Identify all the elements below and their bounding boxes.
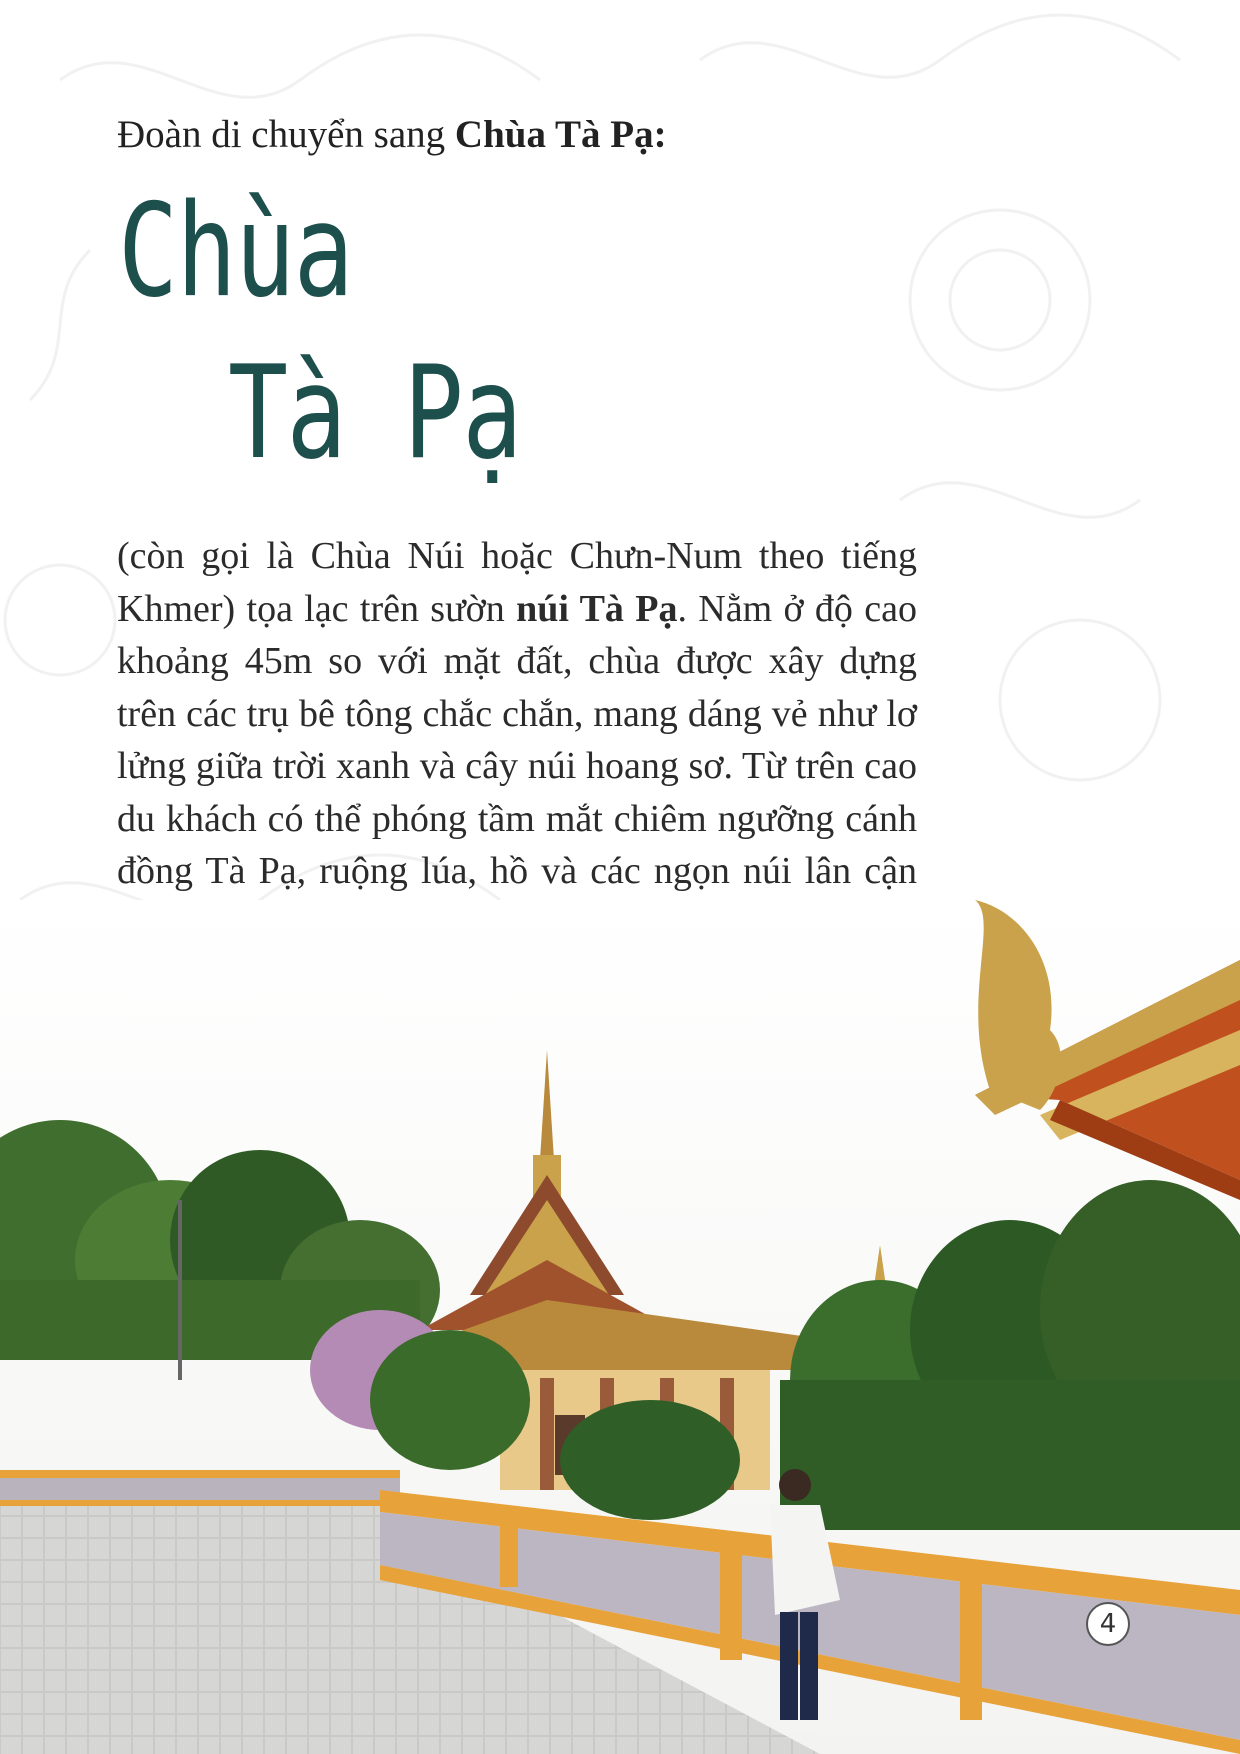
body-part-2: . Nằm ở độ cao khoảng 45m so với mặt đất, chùa được xây dựng trên các trụ bê tông chắc chắn, mang dáng vẻ như lơ lửng giữa trời xanh và cây núi hoang sơ. Từ trên cao du khách có thể phóng tầm mắt chiêm ngưỡng cánh đồng Tà Pạ, ruộng lúa, hồ và các ngọn núi lân cận: [117, 587, 917, 892]
intro-prefix: Đoàn di chuyển sang: [117, 113, 455, 156]
title-line-2: Tà Pạ: [228, 339, 521, 488]
temple-photo: [0, 900, 1240, 1754]
body-bold: núi Tà Pạ: [516, 587, 678, 630]
body-part-1: (còn gọi là Chùa Núi hoặc Chưn-Num theo tiếng Khmer) tọa lạc trên sườn: [117, 535, 917, 630]
intro-line: [117, 112, 667, 157]
page-number: 4: [1086, 1602, 1130, 1646]
intro-bold: Chùa Tà Pạ:: [454, 113, 667, 156]
back-railing: [0, 1470, 400, 1506]
title-line-1: Chùa: [118, 177, 353, 326]
